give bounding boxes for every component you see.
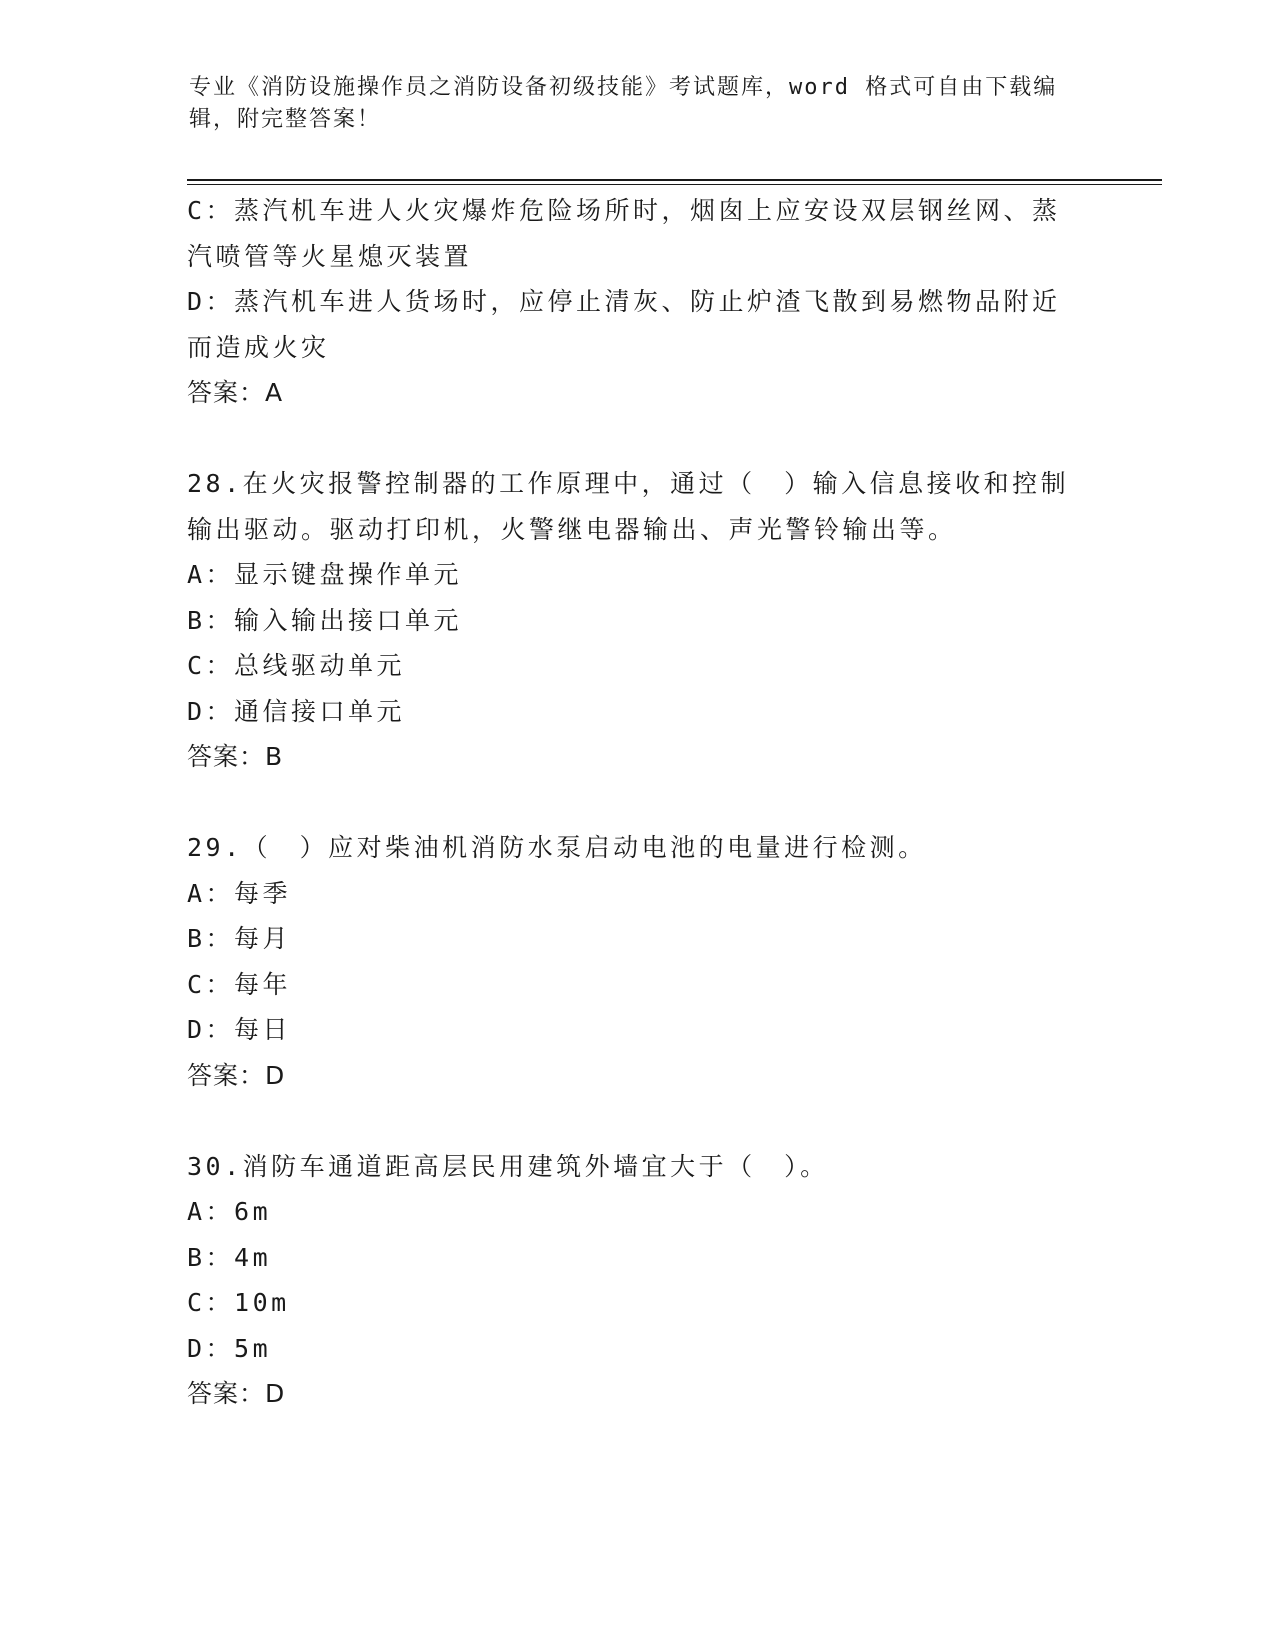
spacer bbox=[187, 1098, 1087, 1144]
question-stem: 28.在火灾报警控制器的工作原理中，通过（ ）输入信息接收和控制 bbox=[187, 469, 1070, 498]
header-line: 专业《消防设施操作员之消防设备初级技能》考试题库，word 格式可自由下载编 bbox=[189, 75, 1058, 100]
question-stem: 30.消防车通道距高层民用建筑外墙宜大于（ ）。 bbox=[187, 1151, 829, 1181]
answer: 答案：D bbox=[187, 1379, 286, 1408]
option-c-continued: 汽喷管等火星熄灭装置 bbox=[187, 241, 473, 271]
answer: 答案：D bbox=[187, 1060, 286, 1090]
option-d: D：通信接口单元 bbox=[187, 696, 406, 726]
answer: 答案：A bbox=[187, 378, 284, 407]
question-30 bbox=[187, 1144, 1087, 1417]
question-29 bbox=[187, 825, 1087, 1098]
option-c: C：每年 bbox=[187, 969, 292, 999]
question-list bbox=[187, 188, 1087, 1417]
option-a: A：显示键盘操作单元 bbox=[187, 560, 463, 589]
question-stem-continued: 输出驱动。驱动打印机，火警继电器输出、声光警铃输出等。 bbox=[187, 514, 957, 544]
option-d-continued: 而造成火灾 bbox=[187, 332, 330, 362]
document-header bbox=[189, 72, 1069, 136]
option-a: A：6m bbox=[187, 1197, 272, 1226]
header-divider-thin bbox=[187, 184, 1162, 185]
option-d: D：蒸汽机车进人货场时，应停止清灰、防止炉渣飞散到易燃物品附近 bbox=[187, 287, 1061, 316]
question-28 bbox=[187, 461, 1087, 780]
option-c: C：10m bbox=[187, 1288, 290, 1317]
header-divider-thick bbox=[187, 179, 1162, 181]
option-b: B：每月 bbox=[187, 924, 292, 953]
option-c: C：总线驱动单元 bbox=[187, 651, 406, 680]
spacer bbox=[187, 416, 1087, 462]
option-b: B：输入输出接口单元 bbox=[187, 605, 463, 635]
option-b: B：4m bbox=[187, 1242, 272, 1272]
option-c: C：蒸汽机车进人火灾爆炸危险场所时，烟囱上应安设双层钢丝网、蒸 bbox=[187, 196, 1061, 225]
header-line: 辑，附完整答案！ bbox=[189, 107, 382, 132]
question-continuation bbox=[187, 188, 1087, 416]
answer: 答案：B bbox=[187, 742, 284, 771]
option-d: D：5m bbox=[187, 1333, 272, 1363]
option-a: A：每季 bbox=[187, 878, 292, 908]
option-d: D：每日 bbox=[187, 1015, 292, 1044]
spacer bbox=[187, 780, 1087, 826]
question-stem: 29.（ ）应对柴油机消防水泵启动电池的电量进行检测。 bbox=[187, 833, 927, 862]
